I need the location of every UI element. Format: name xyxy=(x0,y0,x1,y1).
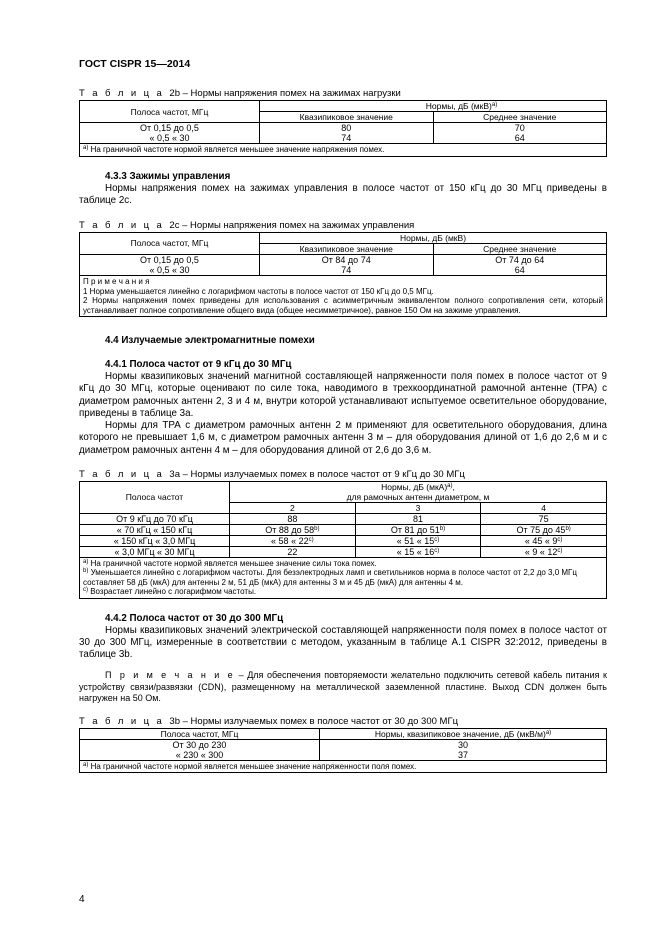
col-band: Полоса частот, МГц xyxy=(80,232,260,254)
col-norms: Нормы, дБ (мкВ)$^{a)}$ xyxy=(260,101,607,112)
section-4-4-title: 4.4 Излучаемые электромагнитные помехи xyxy=(105,335,315,347)
section-4-4-1-title: 4.4.1 Полоса частот от 9 кГц до 30 МГц xyxy=(105,359,292,371)
col-band: Полоса частот, МГц xyxy=(80,728,320,739)
table-3a-caption: Т а б л и ц а 3а – Нормы излучаемых помех в полосе частот от 9 кГц до 30 МГц xyxy=(79,468,465,480)
col-norms: Нормы, дБ (мкА)$^{a)}$, для рамочных антенн диаметром, м xyxy=(230,481,607,502)
col-d2: 2 xyxy=(230,502,356,513)
col-band: Полоса частот, МГц xyxy=(80,101,260,123)
table-row: От 9 кГц до 70 кГц 88 81 75 xyxy=(80,513,607,524)
section-4-3-3-text: Нормы напряжения помех на зажимах управления в полосе частот от 150 кГц до 30 МГц приведены в таблице 2с. xyxy=(79,182,607,206)
table-row: « 70 кГц « 150 кГц От 88 до 58$^{b)}$ От 81 до 51$^{b)}$ От 75 до 45$^{b)}$ xyxy=(80,524,607,535)
document-page xyxy=(79,58,607,773)
section-4-4-2-p1: Нормы квазипиковых значений электрической составляющей напряженности поля помех в полосе частот от 30 до 300 МГц, измеренные в соответствии с методом, указанным в таблице А.1 CISPR 32:2012, приведены в таблице 3b. xyxy=(79,624,607,661)
table-3b xyxy=(79,728,607,774)
col-qp: Квазипиковое значение xyxy=(260,112,434,123)
table-2c xyxy=(79,232,607,317)
col-qp: Квазипиковое значение xyxy=(260,243,434,254)
table-row: « 0,5 « 30 74 64 xyxy=(80,133,607,144)
table-3a xyxy=(79,481,607,599)
table-2b-footnote: $^{a)}$ На граничной частоте нормой является меньшее значение напряжения помех. xyxy=(80,144,607,157)
col-avg: Среднее значение xyxy=(433,243,607,254)
table-row: От 0,15 до 0,5 80 70 xyxy=(80,123,607,134)
document-header: ГОСТ CISPR 15—2014 xyxy=(79,58,191,70)
col-band: Полоса частот xyxy=(80,481,230,513)
page-number: 4 xyxy=(79,894,85,905)
table-3b-footnote: $^{a)}$ На граничной частоте нормой является меньшее значение напряженности поля помех. xyxy=(80,760,607,773)
table-row: « 0,5 « 30 74 64 xyxy=(80,265,607,276)
table-row: От 30 до 230 30 xyxy=(80,739,607,750)
table-row: « 150 кГц « 3,0 МГц « 58 « 22$^{c)}$ « 51 « 15$^{c)}$ « 45 « 9$^{c)}$ xyxy=(80,535,607,546)
section-4-4-2-title: 4.4.2 Полоса частот от 30 до 300 МГц xyxy=(105,612,284,624)
section-4-4-1-p1: Нормы квазипиковых значений магнитной составляющей напряженности поля помех в полосе частот от 9 кГц до 30 МГц, которые оценивают по силе тока, наводимого в трехкоординатной рамочной антенне (ТРА) с диаметром рамочных антенн 2, 3 и 4 м, внутри которой устанавливают испытуемое осветительное оборудование, приведены в таблице 3а. xyxy=(79,371,607,419)
table-3b-caption: Т а б л и ц а 3b – Нормы излучаемых помех в полосе частот от 30 до 300 МГц xyxy=(79,715,459,727)
section-4-4-2-note: П р и м е ч а н и е – Для обеспечения повторяемости желательно подключить сетевой кабель питания к устройству связи/развязки (CDN), размещенному на металлической заземленной пластине. Выход CDN должен быть нагружен на 50 Ом. xyxy=(79,670,607,704)
table-2c-notes: П р и м е ч а н и я 1 Норма уменьшается линейно с логарифмом частоты в полосе частот от 150 кГц до 0,5 МГц. 2 Нормы напряжения помех приведены для использования с асимметричным эквивалентом полного сопротивления сети, который устанавливает полное сопротивление общего вида (общее несимметричное), равное 150 Ом на зажиме управления. xyxy=(80,275,607,316)
table-row: « 230 « 300 37 xyxy=(80,750,607,761)
section-4-4-1-p2: Нормы для ТРА с диаметром рамочных антенн 2 м применяют для осветительного оборудования, длина которого не превышает 1,6 м, с диаметром рамочных антенн 3 м – для оборудования длиной от 1,6 до 2,6 м и с диаметром рамочных антенн 4 м – для оборудования длиной от 2,6 до 3,6 м. xyxy=(79,420,607,456)
col-d3: 3 xyxy=(355,502,481,513)
table-row: « 3,0 МГц « 30 МГц 22 « 15 « 16$^{c)}$ « 9 « 12$^{c)}$ xyxy=(80,546,607,557)
section-4-3-3-title: 4.3.3 Зажимы управления xyxy=(105,170,231,182)
col-d4: 4 xyxy=(481,502,607,513)
table-2b xyxy=(79,100,607,157)
table-2c-caption: Т а б л и ц а 2с – Нормы напряжения помех на зажимах управления xyxy=(79,219,415,231)
col-norms: Нормы, дБ (мкВ) xyxy=(260,232,607,243)
col-avg: Среднее значение xyxy=(433,112,607,123)
table-2b-caption: Т а б л и ц а 2b – Нормы напряжения помех на зажимах нагрузки xyxy=(79,88,401,99)
table-3a-footnotes: $^{a)}$ На граничной частоте нормой является меньшее значение силы тока помех. $^{b)}$ Уменьшается линейно с логарифмом частоты. Для безэлектродных ламп и светильников норма в полосе частот от 2,2 до 3,0 МГц составляет 58 дБ (мкА) для антенны 2 м, 51 дБ (мкА) для антенны 3 м и 45 дБ (мкА) для антенны 4 м. $^{c)}$ Возрастает линейно с логарифмом частоты. xyxy=(80,557,607,598)
col-norms: Нормы, квазипиковое значение, дБ $(мкВ/м)^{a)}$ xyxy=(320,728,607,739)
table-row: От 0,15 до 0,5 От 84 до 74 От 74 до 64 xyxy=(80,254,607,265)
